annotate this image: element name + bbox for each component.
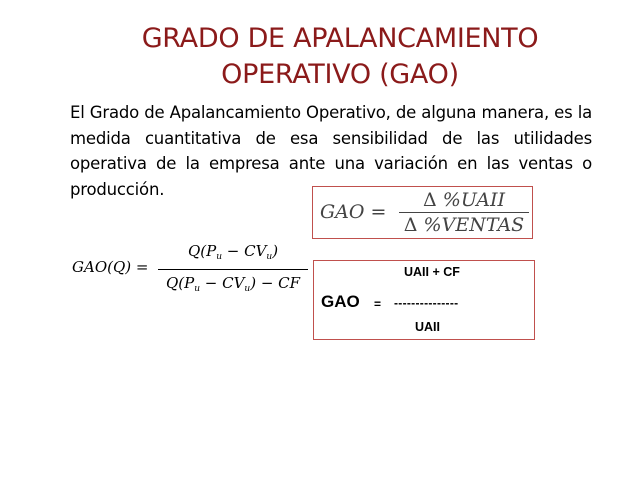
slide-title-line-1: GRADO DE APALANCAMIENTO — [141, 23, 539, 54]
gao-box-divider: --------------- — [394, 296, 459, 310]
subscript-u: u — [194, 284, 200, 294]
formula-numerator — [397, 188, 531, 212]
unit-formula-numerator — [158, 239, 308, 269]
formula-lhs: GAO = — [320, 201, 387, 223]
delta-symbol: Δ — [403, 214, 418, 236]
gao-formula-box — [313, 260, 535, 340]
close-paren: ) — [272, 242, 279, 260]
definition-paragraph: El Grado de Apalancamiento Operativo, de alguna manera, es la medida cuantitativa de esa sensibilidad de las utilidades operativa de la empresa ante una variación en las ventas o producción. — [70, 103, 592, 199]
term-minus-cv: − CV — [221, 242, 267, 260]
subscript-u: u — [266, 252, 273, 262]
delta-symbol: Δ — [423, 189, 437, 211]
unit-formula-lhs: GAO(Q) = — [72, 258, 149, 276]
gao-box-denominator: UAII — [415, 320, 440, 334]
percent-change-formula-box — [312, 186, 533, 239]
gao-box-equals: = — [374, 297, 382, 311]
term-q-pu: Q(P — [187, 242, 217, 260]
subscript-u: u — [216, 252, 222, 262]
slide-title-line-2: OPERATIVO (GAO) — [221, 59, 459, 90]
term-q-pu: Q(P — [165, 274, 195, 292]
unit-formula-denominator — [158, 270, 308, 302]
term-minus-cv: − CV — [199, 274, 245, 292]
formula-denominator — [397, 213, 531, 238]
subscript-u: u — [244, 284, 251, 294]
gao-box-numerator: UAII + CF — [404, 265, 460, 279]
numerator-text: %UAII — [436, 189, 505, 211]
close-paren: ) — [250, 274, 257, 292]
term-minus-cf: − CF — [256, 274, 301, 292]
unit-formula — [72, 239, 312, 299]
gao-box-label: GAO — [321, 292, 360, 311]
denominator-text: %VENTAS — [417, 214, 525, 236]
formula-fraction — [397, 188, 531, 238]
unit-formula-fraction — [158, 239, 308, 302]
